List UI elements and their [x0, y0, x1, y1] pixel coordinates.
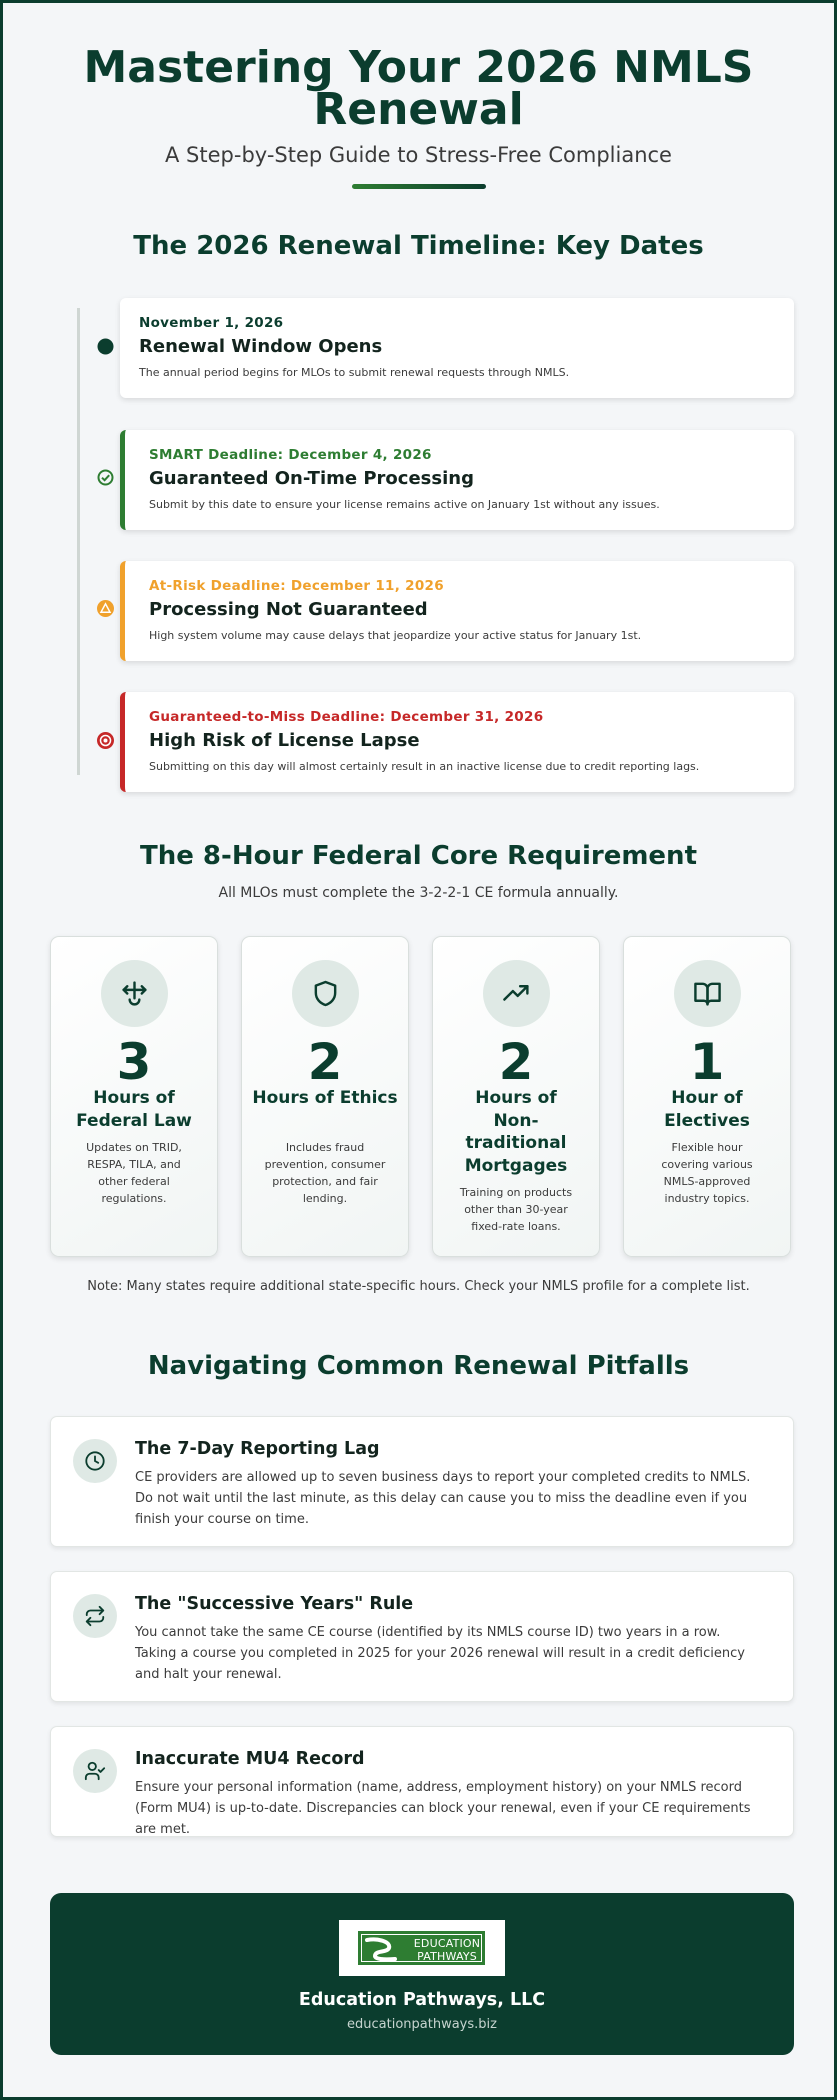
timeline-desc: High system volume may cause delays that jeopardize your active status for January 1st. — [149, 629, 642, 642]
timeline-card-window-opens — [120, 298, 794, 398]
timeline-desc: Submitting on this day will almost certainly result in an inactive license due to credit reporting lags. — [149, 760, 700, 773]
pitfall-desc: You cannot take the same CE course (identified by its NMLS course ID) two years in a row. Taking a course you completed in 2025 for your 2026 renewal will result in a credit deficiency and halt your renewal. — [135, 1625, 745, 1682]
logo-mark — [358, 1931, 485, 1965]
stat-card-ethics — [241, 936, 409, 1257]
open-book-icon — [674, 960, 741, 1027]
company-name: Education Pathways, LLC — [298, 1990, 546, 2010]
timeline-line — [77, 308, 80, 775]
stat-label: Hours of Ethics — [252, 1088, 398, 1108]
stat-number: 2 — [307, 1033, 343, 1091]
timeline-title: Processing Not Guaranteed — [149, 599, 428, 620]
footer — [50, 1893, 794, 2055]
stat-label: Hours of Federal Law — [76, 1088, 192, 1131]
check-circle-icon — [97, 469, 114, 486]
pitfall-desc: CE providers are allowed up to seven business days to report your completed credits to NMLS. Do not wait until the last minute, as this delay can cause you to miss the deadline even if you finish your course on time. — [135, 1470, 751, 1527]
pitfall-title: The "Successive Years" Rule — [135, 1594, 414, 1614]
timeline-title: High Risk of License Lapse — [149, 730, 420, 751]
pitfall-card-mu4-record — [50, 1726, 794, 1837]
pitfall-desc: Ensure your personal information (name, address, employment history) on your NMLS record (Form MU4) is up-to-date. Discrepancies can block your renewal, even if your CE requirements are met. — [135, 1780, 751, 1837]
scale-icon — [101, 960, 168, 1027]
timeline-title: Renewal Window Opens — [139, 336, 383, 357]
company-logo — [339, 1920, 505, 1976]
timeline-card-miss-deadline — [120, 692, 794, 792]
pitfall-title: The 7-Day Reporting Lag — [135, 1439, 380, 1459]
clock-icon — [73, 1439, 117, 1483]
path-icon — [365, 1936, 405, 1962]
warning-icon — [97, 600, 114, 617]
stat-desc: Training on products other than 30-year fixed-rate loans. — [459, 1186, 573, 1233]
shield-icon — [292, 960, 359, 1027]
stat-card-electives — [623, 936, 791, 1257]
timeline-card-smart-deadline — [120, 430, 794, 530]
pitfall-card-reporting-lag — [50, 1416, 794, 1547]
stat-number: 1 — [689, 1033, 725, 1091]
requirements-heading: The 8-Hour Federal Core Requirement — [140, 841, 697, 871]
timeline-card-at-risk-deadline — [120, 561, 794, 661]
stat-desc: Updates on TRID, RESPA, TILA, and other federal regulations. — [86, 1141, 182, 1205]
repeat-icon — [73, 1594, 117, 1638]
timeline-desc: The annual period begins for MLOs to submit renewal requests through NMLS. — [139, 366, 570, 379]
stat-desc: Includes fraud prevention, consumer protection, and fair lending. — [264, 1141, 386, 1205]
timeline-heading: The 2026 Renewal Timeline: Key Dates — [133, 231, 704, 261]
timeline-title: Guaranteed On-Time Processing — [149, 468, 474, 489]
stat-desc: Flexible hour covering various NMLS-approved industry topics. — [661, 1141, 753, 1205]
stat-card-non-traditional — [432, 936, 600, 1257]
pitfall-title: Inaccurate MU4 Record — [135, 1749, 365, 1769]
stat-label: Hours of Non-traditional Mortgages — [464, 1088, 568, 1176]
company-url[interactable]: educationpathways.biz — [347, 2017, 497, 2032]
requirements-subheading: All MLOs must complete the 3-2-2-1 CE formula annually. — [218, 885, 619, 901]
stat-label: Hour of Electives — [664, 1088, 750, 1131]
page-subtitle: A Step-by-Step Guide to Stress-Free Compliance — [165, 143, 672, 167]
stat-number: 2 — [498, 1033, 534, 1091]
stat-number: 3 — [116, 1033, 152, 1091]
timeline-date: At-Risk Deadline: December 11, 2026 — [149, 578, 444, 594]
title-divider — [352, 184, 486, 189]
trending-up-icon — [483, 960, 550, 1027]
stat-card-federal-law — [50, 936, 218, 1257]
pitfalls-heading: Navigating Common Renewal Pitfalls — [147, 1351, 690, 1381]
timeline-desc: Submit by this date to ensure your license remains active on January 1st without any issues. — [149, 498, 660, 511]
target-icon — [97, 732, 114, 749]
requirements-note: Note: Many states require additional state-specific hours. Check your NMLS profile for a complete list. — [87, 1279, 750, 1294]
user-check-icon — [73, 1749, 117, 1793]
page-title: Mastering Your 2026 NMLS Renewal — [83, 42, 754, 135]
pitfall-card-successive-years — [50, 1571, 794, 1702]
timeline-date: November 1, 2026 — [139, 315, 284, 331]
timeline-date: Guaranteed-to-Miss Deadline: December 31, 2026 — [149, 709, 544, 725]
dot-icon — [97, 338, 114, 355]
logo-text: EDUCATION PATHWAYS — [413, 1937, 481, 1963]
timeline-date: SMART Deadline: December 4, 2026 — [149, 447, 432, 463]
